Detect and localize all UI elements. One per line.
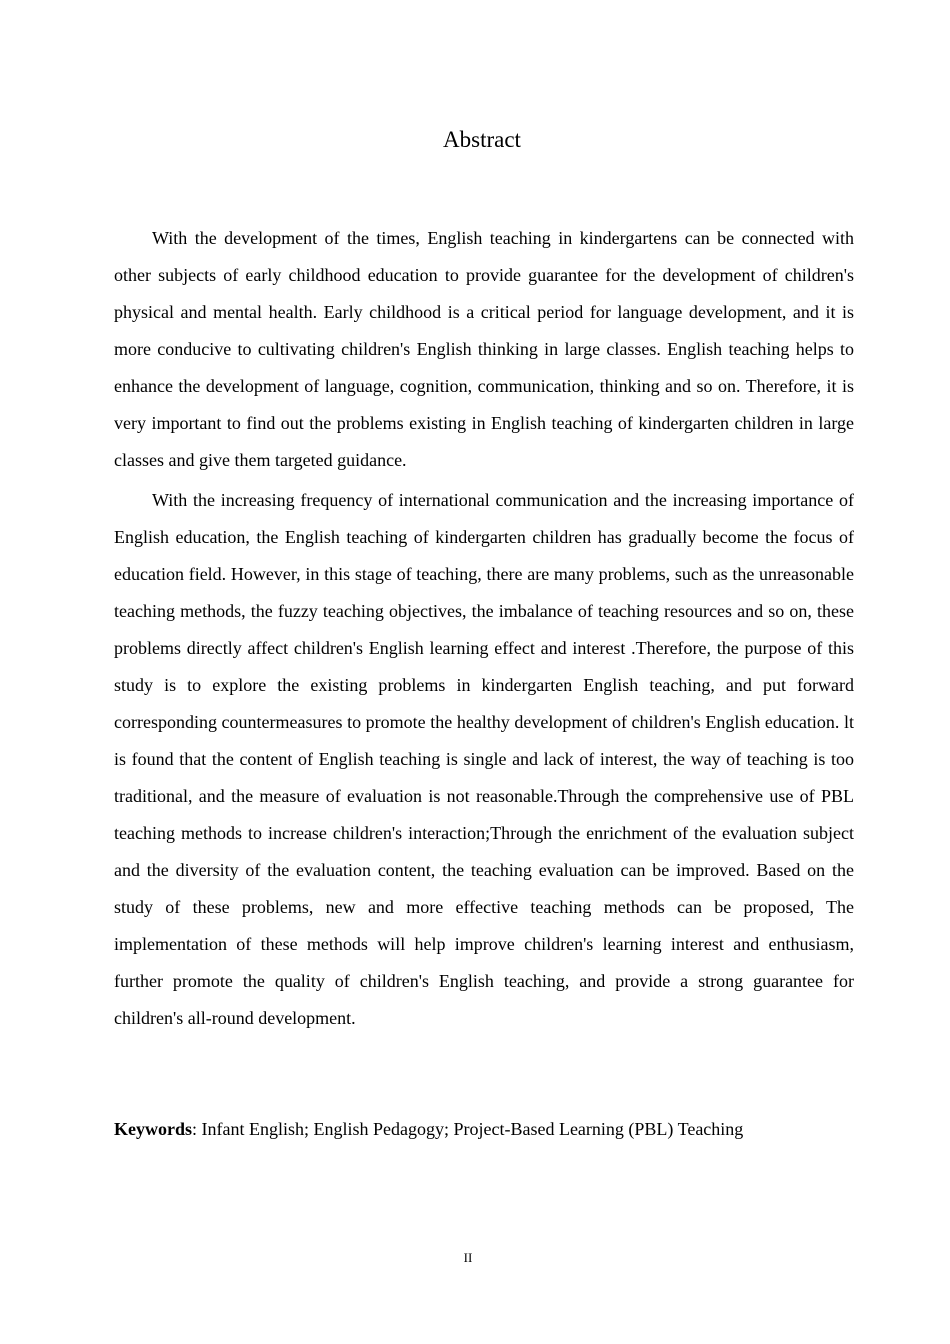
keywords-label: Keywords bbox=[114, 1119, 192, 1139]
abstract-title: Abstract bbox=[443, 127, 521, 152]
keywords-text: : Infant English; English Pedagogy; Project-Based Learning (PBL) Teaching bbox=[192, 1119, 744, 1139]
abstract-paragraph-2: With the increasing frequency of international communication and the increasing importance of English education, the English teaching of kindergarten children has gradually become the focus of education field. However, in this stage of teaching, there are many problems, such as the unreasonable teaching methods, the fuzzy teaching objectives, the imbalance of teaching resources and so on, these problems directly affect children's English learning effect and interest .Therefore, the purpose of this study is to explore the existing problems in kindergarten English teaching, and put forward corresponding countermeasures to promote the healthy development of children's English education. lt is found that the content of English teaching is single and lack of interest, the way of teaching is too traditional, and the measure of evaluation is not reasonable.Through the comprehensive use of PBL teaching methods to increase children's interaction;Through the enrichment of the evaluation subject and the diversity of the evaluation content, the teaching evaluation can be improved. Based on the study of these problems, new and more effective teaching methods can be proposed, The implementation of these methods will help improve children's learning interest and enthusiasm, further promote the quality of children's English teaching, and provide a strong guarantee for children's all-round development. bbox=[114, 490, 854, 1028]
page-number: II bbox=[463, 1250, 473, 1265]
keywords-line bbox=[114, 1113, 854, 1145]
abstract-paragraph-1: With the development of the times, English teaching in kindergartens can be connected with other subjects of early childhood education to provide guarantee for the development of children's physical and mental health. Early childhood is a critical period for language development, and it is more conducive to cultivating children's English thinking in large classes. English teaching helps to enhance the development of language, cognition, communication, thinking and so on. Therefore, it is very important to find out the problems existing in English teaching of kindergarten children in large classes and give them targeted guidance. bbox=[114, 228, 854, 470]
abstract-body bbox=[114, 220, 854, 1040]
